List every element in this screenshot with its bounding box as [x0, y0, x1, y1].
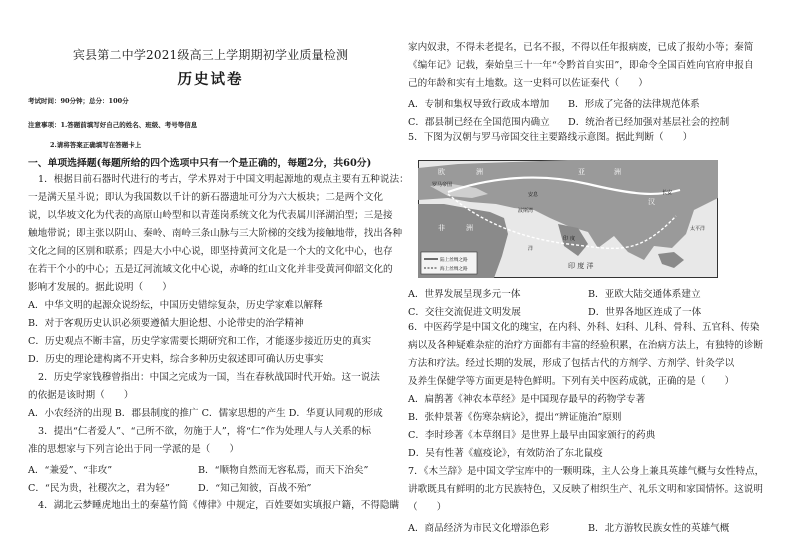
- q1-line-7: 影响才发展的。据此说明（ ）: [28, 282, 172, 293]
- q4-line-2: 家内奴隶，不得未老提名，已名不报，不得以任年报病废，已成了报幼小等；秦简: [408, 42, 754, 53]
- label-africa-1: 非: [438, 224, 445, 232]
- legend-sea: 海上丝绸之路: [440, 267, 468, 272]
- silk-road-map: [418, 160, 718, 278]
- q2-options: A．小农经济的出现 B．郡县制度的推广 C．儒家思想的产生 D．华夏认同观的形成: [28, 408, 383, 419]
- q1-line-3: 说，以华坡文化为代表的高原山岭型和以青莲岗系统文化为代表属川泽湖泊型；三是接: [28, 210, 393, 221]
- q1-option-b: B．对于客观历史认识必须要遵循大胆论想、小论带史的治学精神: [28, 318, 304, 329]
- label-yang: 洋: [528, 246, 534, 252]
- q1-line-2: 一是满天星斗说；即认为我国数以千计的新石器遗址可分为六大板块；二是两个文化: [28, 192, 383, 203]
- q6-line-4: 及养生保健学等方面更是特色鲜明。下列有关中医药成就，正确的是（ ）: [408, 376, 735, 387]
- q5-line-1: 5．下图为汉朝与罗马帝国交往主要路线示意图。据此判断（ ）: [408, 132, 693, 143]
- q6-line-1: 6．中医药学是中国文化的瑰宝，在内科、外科、妇科、儿科、骨科、五官科、传染: [408, 322, 760, 333]
- label-rome: 罗马帝国: [432, 182, 453, 188]
- q6-option-b: B．张仲景著《伤寒杂病论》，提出“辨证施治”原则: [408, 412, 622, 423]
- label-asia-2: 洲: [614, 168, 621, 176]
- q1-line-5: 文化之间的区别和联系；四是大小中心说，即坚持黄河文化是一个大的文化中心，也存: [28, 246, 393, 257]
- q1-option-d: D．历史的理论建构离不开史料，综合多种历史叙述即可确认历史事实: [28, 354, 324, 365]
- q6-option-d: D．吴有性著《瘟疫论》，有效防治了东北鼠疫: [408, 448, 603, 459]
- q6-option-c: C．李时珍著《本草纲目》是世界上最早由国家颁行的药典: [408, 430, 656, 441]
- notice-2: 2.请将答案正确填写在答题卡上: [50, 141, 142, 149]
- label-europe-2: 洲: [476, 168, 483, 176]
- label-gulf: 波斯湾: [518, 208, 534, 214]
- q2-line-1: 2．历史学家钱穆曾指出：中国之完成为一国，当在春秋战国时代开始。这一说法: [38, 372, 380, 383]
- q1-option-a: A．中华文明的起源众说纷纭，中国历史错综复杂，历史学家难以解释: [28, 300, 323, 311]
- q7-line-2: 讲歌既具有鲜明的北方民族特色，又反映了柑织生产、礼乐文明和家国情怀。这说明: [408, 484, 763, 495]
- q2-line-2: 的依据是该时期（ ）: [28, 390, 134, 401]
- label-europe-1: 欧: [438, 168, 445, 176]
- exam-info: 考试时间：90分钟；总分：100分: [28, 97, 129, 105]
- q1-option-c: C．历史观点不断丰富，历史学家需要长期研究和工作，才能逐步接近历史的真实: [28, 336, 372, 347]
- q1-line-4: 触地带说；即主张以阴山、秦岭、南岭三条山脉与三大阶梯的交线为接触地带，找出各种: [28, 228, 403, 239]
- label-africa-2: 洲: [466, 224, 473, 232]
- label-asia-1: 亚: [578, 168, 585, 176]
- label-india: 印: [563, 236, 569, 242]
- q3-option-a: A．“兼爱”、“非攻”: [28, 465, 113, 476]
- label-parthia: 安息: [528, 192, 539, 198]
- label-du: 度: [570, 236, 576, 242]
- q1-line-6: 在若干个小的中心；五是辽河流域文化中心说，赤峰的红山文化并非受黄河仰韶文化的: [28, 264, 393, 275]
- q5-option-b: B．亚欧大陆交通体系建立: [588, 289, 701, 300]
- label-changan: 长安: [662, 190, 673, 196]
- q4-option-c: C．郡县制已经在全国范围内确立: [408, 117, 550, 128]
- q5-option-a: A．世界发展呈现多元一体: [408, 289, 521, 300]
- q3-option-d: D．“知己知彼，百战不殆”: [198, 483, 312, 494]
- q7-paren: （ ）: [408, 502, 447, 513]
- q7-option-a: A．商品经济为市民文化增添色彩: [408, 523, 550, 534]
- left-column: [28, 0, 409, 560]
- q3-option-b: B．“顺物自然而无容私焉，而天下治矣”: [198, 465, 369, 476]
- right-column: [408, 0, 778, 560]
- school-title: 宾县第二中学2021级高三上学期期初学业质量检测: [72, 48, 349, 62]
- legend-land: 陆上丝绸之路: [440, 258, 468, 263]
- q3-option-c: C．“民为贵，社稷次之，君为轻”: [28, 483, 170, 494]
- q7-option-b: B．北方游牧民族女性的英雄气概: [588, 523, 730, 534]
- q4-option-a: A．专制和集权导致行政成本增加: [408, 99, 550, 110]
- q7-line-1: 7．《木兰辞》是中国文学宝库中的一颗明珠，主人公身上兼具英雄气概与女性特点，: [408, 466, 765, 477]
- label-han: 汉: [648, 198, 655, 206]
- section-heading: 一、单项选择题(每题所给的四个选项中只有一个是正确的，每题2分，共60分): [28, 158, 372, 169]
- q6-line-3: 方法和疗法。经过长期的发展，形成了包括古代的方剂学、方剂学、针灸学以: [408, 358, 735, 369]
- q4-option-d: D．统治者已经加强对基层社会的控制: [568, 117, 730, 128]
- q5-option-d: D．世界各地区连成了一体: [588, 307, 702, 318]
- q6-option-a: A．扁鹊著《神农本草经》是中国现存最早的药物学专著: [408, 394, 646, 405]
- q4-line-1: 4．湖北云梦睡虎地出土的秦墓竹简《傅律》中规定，百姓要如实填报户籍，不得隐瞒: [38, 500, 400, 511]
- q5-option-c: C．交往交流促进文明发展: [408, 307, 521, 318]
- notice: 注意事项：1.答题前填写好自己的姓名、班级、考号等信息: [28, 121, 198, 129]
- label-indian-ocean: 印 度 洋: [568, 262, 594, 270]
- q4-option-b: B．形成了完备的法律规范体系: [568, 99, 700, 110]
- q3-line-2: 准的思想家与下列言论出于同一学派的是（ ）: [28, 444, 240, 455]
- q1-line-1: 1．根据目前石器时代进行的考古，学术界对于中国文明起源地的观点主要有五种说法：: [38, 174, 409, 185]
- q4-line-3: 《编年记》记载，秦始皇三十一年“令黔首自实田”，即命令全国百姓向官府申报自: [408, 60, 754, 71]
- label-pacific: 太平洋: [690, 226, 706, 232]
- q6-line-2: 病以及各种疑难杂症的治疗方面都有丰富的经验积累，在治病方法上，有独特的诊断: [408, 340, 763, 351]
- q4-line-4: 己的年龄和实有土地数。这一史料可以佐证秦代（ ）: [408, 78, 648, 89]
- q3-line-1: 3．提出“仁者爱人”、“己所不欲，勿施于人”，将“仁”作为处理人与人关系的标: [38, 426, 371, 437]
- subject-title: 历史试卷: [177, 71, 244, 88]
